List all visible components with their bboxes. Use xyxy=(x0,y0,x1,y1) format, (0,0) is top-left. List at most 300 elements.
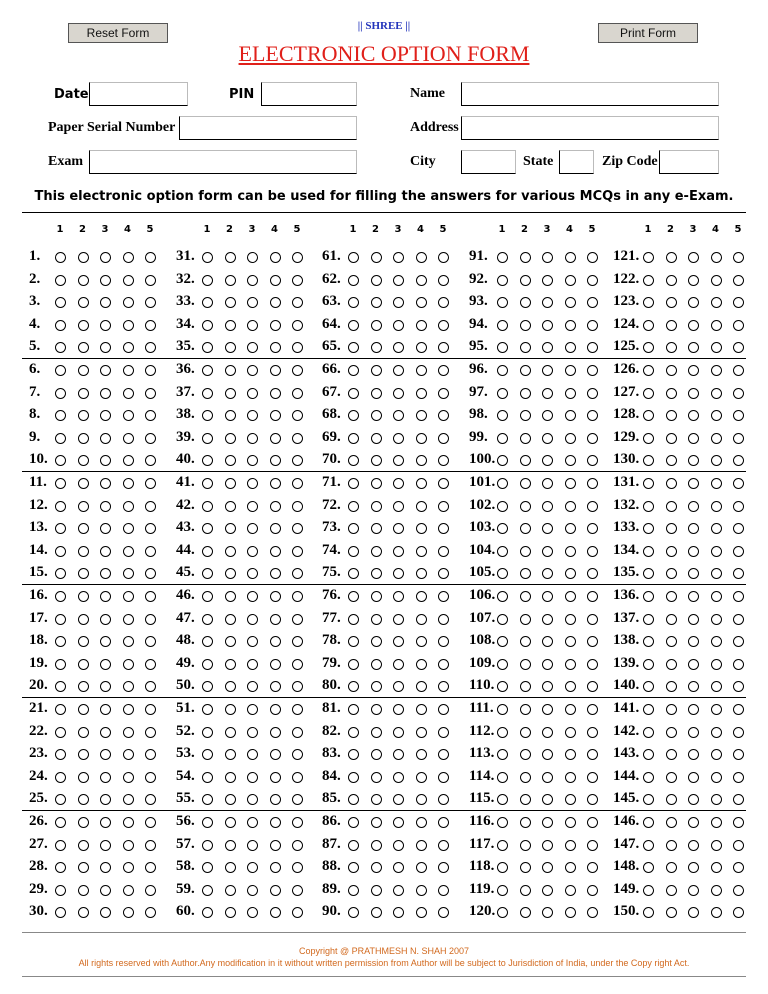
answer-option-radio[interactable] xyxy=(348,727,359,738)
answer-option-radio[interactable] xyxy=(100,275,111,286)
answer-option-radio[interactable] xyxy=(202,365,213,376)
answer-option-radio[interactable] xyxy=(247,749,258,760)
answer-option-radio[interactable] xyxy=(587,704,598,715)
answer-option-radio[interactable] xyxy=(292,297,303,308)
answer-option-radio[interactable] xyxy=(100,501,111,512)
answer-option-radio[interactable] xyxy=(438,817,449,828)
answer-option-radio[interactable] xyxy=(497,501,508,512)
answer-option-radio[interactable] xyxy=(202,455,213,466)
answer-option-radio[interactable] xyxy=(348,365,359,376)
answer-option-radio[interactable] xyxy=(393,907,404,918)
answer-option-radio[interactable] xyxy=(688,320,699,331)
answer-option-radio[interactable] xyxy=(270,410,281,421)
answer-option-radio[interactable] xyxy=(145,410,156,421)
answer-option-radio[interactable] xyxy=(643,614,654,625)
answer-option-radio[interactable] xyxy=(145,455,156,466)
answer-option-radio[interactable] xyxy=(666,433,677,444)
answer-option-radio[interactable] xyxy=(100,455,111,466)
answer-option-radio[interactable] xyxy=(542,636,553,647)
answer-option-radio[interactable] xyxy=(643,817,654,828)
answer-option-radio[interactable] xyxy=(123,365,134,376)
answer-option-radio[interactable] xyxy=(371,275,382,286)
answer-option-radio[interactable] xyxy=(78,546,89,557)
answer-option-radio[interactable] xyxy=(247,455,258,466)
answer-option-radio[interactable] xyxy=(520,455,531,466)
answer-option-radio[interactable] xyxy=(688,704,699,715)
answer-option-radio[interactable] xyxy=(292,659,303,670)
answer-option-radio[interactable] xyxy=(565,388,576,399)
answer-option-radio[interactable] xyxy=(247,862,258,873)
answer-option-radio[interactable] xyxy=(100,320,111,331)
answer-option-radio[interactable] xyxy=(438,907,449,918)
answer-option-radio[interactable] xyxy=(438,388,449,399)
answer-option-radio[interactable] xyxy=(145,275,156,286)
answer-option-radio[interactable] xyxy=(145,749,156,760)
answer-option-radio[interactable] xyxy=(270,636,281,647)
answer-option-radio[interactable] xyxy=(348,862,359,873)
answer-option-radio[interactable] xyxy=(711,568,722,579)
city-field[interactable] xyxy=(461,150,516,174)
answer-option-radio[interactable] xyxy=(78,410,89,421)
answer-option-radio[interactable] xyxy=(100,591,111,602)
answer-option-radio[interactable] xyxy=(393,365,404,376)
answer-option-radio[interactable] xyxy=(438,433,449,444)
print-form-button[interactable]: Print Form xyxy=(598,23,698,43)
answer-option-radio[interactable] xyxy=(292,681,303,692)
answer-option-radio[interactable] xyxy=(438,862,449,873)
answer-option-radio[interactable] xyxy=(292,252,303,263)
answer-option-radio[interactable] xyxy=(225,727,236,738)
answer-option-radio[interactable] xyxy=(145,772,156,783)
answer-option-radio[interactable] xyxy=(438,342,449,353)
answer-option-radio[interactable] xyxy=(497,614,508,625)
answer-option-radio[interactable] xyxy=(542,794,553,805)
answer-option-radio[interactable] xyxy=(520,794,531,805)
answer-option-radio[interactable] xyxy=(688,614,699,625)
answer-option-radio[interactable] xyxy=(520,749,531,760)
answer-option-radio[interactable] xyxy=(55,749,66,760)
answer-option-radio[interactable] xyxy=(438,478,449,489)
answer-option-radio[interactable] xyxy=(643,501,654,512)
answer-option-radio[interactable] xyxy=(202,275,213,286)
answer-option-radio[interactable] xyxy=(688,365,699,376)
answer-option-radio[interactable] xyxy=(416,410,427,421)
answer-option-radio[interactable] xyxy=(270,749,281,760)
answer-option-radio[interactable] xyxy=(711,365,722,376)
answer-option-radio[interactable] xyxy=(666,772,677,783)
answer-option-radio[interactable] xyxy=(520,388,531,399)
answer-option-radio[interactable] xyxy=(542,275,553,286)
answer-option-radio[interactable] xyxy=(416,388,427,399)
answer-option-radio[interactable] xyxy=(123,681,134,692)
answer-option-radio[interactable] xyxy=(542,546,553,557)
answer-option-radio[interactable] xyxy=(688,591,699,602)
answer-option-radio[interactable] xyxy=(100,388,111,399)
answer-option-radio[interactable] xyxy=(688,297,699,308)
answer-option-radio[interactable] xyxy=(202,591,213,602)
answer-option-radio[interactable] xyxy=(393,659,404,670)
answer-option-radio[interactable] xyxy=(393,704,404,715)
answer-option-radio[interactable] xyxy=(123,659,134,670)
answer-option-radio[interactable] xyxy=(497,252,508,263)
answer-option-radio[interactable] xyxy=(123,546,134,557)
answer-option-radio[interactable] xyxy=(348,636,359,647)
answer-option-radio[interactable] xyxy=(688,523,699,534)
answer-option-radio[interactable] xyxy=(393,252,404,263)
answer-option-radio[interactable] xyxy=(416,501,427,512)
answer-option-radio[interactable] xyxy=(393,320,404,331)
answer-option-radio[interactable] xyxy=(666,455,677,466)
answer-option-radio[interactable] xyxy=(270,681,281,692)
answer-option-radio[interactable] xyxy=(416,275,427,286)
answer-option-radio[interactable] xyxy=(202,433,213,444)
answer-option-radio[interactable] xyxy=(78,772,89,783)
answer-option-radio[interactable] xyxy=(520,297,531,308)
answer-option-radio[interactable] xyxy=(202,342,213,353)
answer-option-radio[interactable] xyxy=(416,320,427,331)
answer-option-radio[interactable] xyxy=(643,523,654,534)
answer-option-radio[interactable] xyxy=(225,794,236,805)
answer-option-radio[interactable] xyxy=(371,659,382,670)
answer-option-radio[interactable] xyxy=(688,681,699,692)
answer-option-radio[interactable] xyxy=(78,794,89,805)
answer-option-radio[interactable] xyxy=(416,523,427,534)
answer-option-radio[interactable] xyxy=(270,320,281,331)
answer-option-radio[interactable] xyxy=(688,478,699,489)
answer-option-radio[interactable] xyxy=(145,523,156,534)
answer-option-radio[interactable] xyxy=(688,501,699,512)
answer-option-radio[interactable] xyxy=(55,275,66,286)
answer-option-radio[interactable] xyxy=(733,546,744,557)
answer-option-radio[interactable] xyxy=(393,681,404,692)
answer-option-radio[interactable] xyxy=(497,433,508,444)
answer-option-radio[interactable] xyxy=(100,636,111,647)
answer-option-radio[interactable] xyxy=(100,749,111,760)
answer-option-radio[interactable] xyxy=(270,817,281,828)
answer-option-radio[interactable] xyxy=(247,907,258,918)
answer-option-radio[interactable] xyxy=(55,523,66,534)
answer-option-radio[interactable] xyxy=(225,772,236,783)
answer-option-radio[interactable] xyxy=(733,365,744,376)
answer-option-radio[interactable] xyxy=(643,388,654,399)
answer-option-radio[interactable] xyxy=(123,433,134,444)
answer-option-radio[interactable] xyxy=(666,681,677,692)
answer-option-radio[interactable] xyxy=(416,727,427,738)
answer-option-radio[interactable] xyxy=(711,636,722,647)
answer-option-radio[interactable] xyxy=(688,455,699,466)
answer-option-radio[interactable] xyxy=(225,523,236,534)
answer-option-radio[interactable] xyxy=(643,727,654,738)
answer-option-radio[interactable] xyxy=(542,252,553,263)
answer-option-radio[interactable] xyxy=(587,433,598,444)
answer-option-radio[interactable] xyxy=(643,275,654,286)
answer-option-radio[interactable] xyxy=(643,478,654,489)
answer-option-radio[interactable] xyxy=(100,342,111,353)
answer-option-radio[interactable] xyxy=(348,681,359,692)
answer-option-radio[interactable] xyxy=(565,862,576,873)
answer-option-radio[interactable] xyxy=(270,478,281,489)
answer-option-radio[interactable] xyxy=(666,365,677,376)
answer-option-radio[interactable] xyxy=(78,365,89,376)
answer-option-radio[interactable] xyxy=(247,478,258,489)
answer-option-radio[interactable] xyxy=(393,501,404,512)
answer-option-radio[interactable] xyxy=(497,410,508,421)
answer-option-radio[interactable] xyxy=(688,659,699,670)
answer-option-radio[interactable] xyxy=(733,275,744,286)
answer-option-radio[interactable] xyxy=(270,388,281,399)
answer-option-radio[interactable] xyxy=(565,727,576,738)
answer-option-radio[interactable] xyxy=(497,885,508,896)
answer-option-radio[interactable] xyxy=(202,772,213,783)
answer-option-radio[interactable] xyxy=(225,342,236,353)
answer-option-radio[interactable] xyxy=(520,907,531,918)
answer-option-radio[interactable] xyxy=(292,501,303,512)
answer-option-radio[interactable] xyxy=(371,568,382,579)
answer-option-radio[interactable] xyxy=(565,478,576,489)
answer-option-radio[interactable] xyxy=(643,455,654,466)
answer-option-radio[interactable] xyxy=(202,523,213,534)
answer-option-radio[interactable] xyxy=(202,546,213,557)
answer-option-radio[interactable] xyxy=(348,772,359,783)
answer-option-radio[interactable] xyxy=(247,794,258,805)
answer-option-radio[interactable] xyxy=(55,433,66,444)
answer-option-radio[interactable] xyxy=(371,546,382,557)
answer-option-radio[interactable] xyxy=(270,568,281,579)
answer-option-radio[interactable] xyxy=(348,614,359,625)
paper-serial-field[interactable] xyxy=(179,116,357,140)
answer-option-radio[interactable] xyxy=(55,636,66,647)
answer-option-radio[interactable] xyxy=(733,388,744,399)
answer-option-radio[interactable] xyxy=(393,455,404,466)
answer-option-radio[interactable] xyxy=(78,681,89,692)
answer-option-radio[interactable] xyxy=(416,546,427,557)
answer-option-radio[interactable] xyxy=(393,885,404,896)
answer-option-radio[interactable] xyxy=(100,614,111,625)
answer-option-radio[interactable] xyxy=(393,410,404,421)
answer-option-radio[interactable] xyxy=(497,772,508,783)
exam-field[interactable] xyxy=(89,150,357,174)
answer-option-radio[interactable] xyxy=(202,727,213,738)
answer-option-radio[interactable] xyxy=(270,704,281,715)
answer-option-radio[interactable] xyxy=(78,388,89,399)
answer-option-radio[interactable] xyxy=(202,862,213,873)
answer-option-radio[interactable] xyxy=(520,523,531,534)
answer-option-radio[interactable] xyxy=(393,614,404,625)
answer-option-radio[interactable] xyxy=(123,817,134,828)
answer-option-radio[interactable] xyxy=(78,704,89,715)
answer-option-radio[interactable] xyxy=(100,862,111,873)
answer-option-radio[interactable] xyxy=(247,365,258,376)
answer-option-radio[interactable] xyxy=(438,546,449,557)
answer-option-radio[interactable] xyxy=(520,546,531,557)
answer-option-radio[interactable] xyxy=(587,636,598,647)
answer-option-radio[interactable] xyxy=(733,772,744,783)
answer-option-radio[interactable] xyxy=(520,433,531,444)
answer-option-radio[interactable] xyxy=(348,794,359,805)
answer-option-radio[interactable] xyxy=(565,704,576,715)
answer-option-radio[interactable] xyxy=(247,342,258,353)
answer-option-radio[interactable] xyxy=(292,885,303,896)
answer-option-radio[interactable] xyxy=(520,817,531,828)
answer-option-radio[interactable] xyxy=(270,275,281,286)
answer-option-radio[interactable] xyxy=(688,252,699,263)
zip-code-field[interactable] xyxy=(659,150,719,174)
answer-option-radio[interactable] xyxy=(225,862,236,873)
answer-option-radio[interactable] xyxy=(711,275,722,286)
answer-option-radio[interactable] xyxy=(270,772,281,783)
answer-option-radio[interactable] xyxy=(202,252,213,263)
answer-option-radio[interactable] xyxy=(542,862,553,873)
answer-option-radio[interactable] xyxy=(438,681,449,692)
answer-option-radio[interactable] xyxy=(100,297,111,308)
answer-option-radio[interactable] xyxy=(711,410,722,421)
answer-option-radio[interactable] xyxy=(292,523,303,534)
answer-option-radio[interactable] xyxy=(711,749,722,760)
answer-option-radio[interactable] xyxy=(100,727,111,738)
answer-option-radio[interactable] xyxy=(145,636,156,647)
answer-option-radio[interactable] xyxy=(393,727,404,738)
answer-option-radio[interactable] xyxy=(78,342,89,353)
answer-option-radio[interactable] xyxy=(438,591,449,602)
answer-option-radio[interactable] xyxy=(78,252,89,263)
answer-option-radio[interactable] xyxy=(711,794,722,805)
answer-option-radio[interactable] xyxy=(123,388,134,399)
answer-option-radio[interactable] xyxy=(733,501,744,512)
answer-option-radio[interactable] xyxy=(123,297,134,308)
answer-option-radio[interactable] xyxy=(438,501,449,512)
answer-option-radio[interactable] xyxy=(711,546,722,557)
answer-option-radio[interactable] xyxy=(247,591,258,602)
answer-option-radio[interactable] xyxy=(292,478,303,489)
answer-option-radio[interactable] xyxy=(497,568,508,579)
answer-option-radio[interactable] xyxy=(270,365,281,376)
answer-option-radio[interactable] xyxy=(123,885,134,896)
answer-option-radio[interactable] xyxy=(711,727,722,738)
answer-option-radio[interactable] xyxy=(270,862,281,873)
answer-option-radio[interactable] xyxy=(393,297,404,308)
answer-option-radio[interactable] xyxy=(497,297,508,308)
answer-option-radio[interactable] xyxy=(733,659,744,670)
answer-option-radio[interactable] xyxy=(55,455,66,466)
answer-option-radio[interactable] xyxy=(145,862,156,873)
answer-option-radio[interactable] xyxy=(371,501,382,512)
answer-option-radio[interactable] xyxy=(733,636,744,647)
answer-option-radio[interactable] xyxy=(565,659,576,670)
answer-option-radio[interactable] xyxy=(733,907,744,918)
answer-option-radio[interactable] xyxy=(55,817,66,828)
answer-option-radio[interactable] xyxy=(587,297,598,308)
answer-option-radio[interactable] xyxy=(666,297,677,308)
answer-option-radio[interactable] xyxy=(292,275,303,286)
answer-option-radio[interactable] xyxy=(711,320,722,331)
answer-option-radio[interactable] xyxy=(733,523,744,534)
answer-option-radio[interactable] xyxy=(565,614,576,625)
answer-option-radio[interactable] xyxy=(688,342,699,353)
answer-option-radio[interactable] xyxy=(565,794,576,805)
answer-option-radio[interactable] xyxy=(688,636,699,647)
answer-option-radio[interactable] xyxy=(225,365,236,376)
answer-option-radio[interactable] xyxy=(643,433,654,444)
answer-option-radio[interactable] xyxy=(416,568,427,579)
answer-option-radio[interactable] xyxy=(666,275,677,286)
answer-option-radio[interactable] xyxy=(55,862,66,873)
answer-option-radio[interactable] xyxy=(292,817,303,828)
answer-option-radio[interactable] xyxy=(520,591,531,602)
answer-option-radio[interactable] xyxy=(643,772,654,783)
answer-option-radio[interactable] xyxy=(202,704,213,715)
answer-option-radio[interactable] xyxy=(542,772,553,783)
answer-option-radio[interactable] xyxy=(202,885,213,896)
answer-option-radio[interactable] xyxy=(145,907,156,918)
answer-option-radio[interactable] xyxy=(348,478,359,489)
answer-option-radio[interactable] xyxy=(78,817,89,828)
answer-option-radio[interactable] xyxy=(145,568,156,579)
answer-option-radio[interactable] xyxy=(587,275,598,286)
answer-option-radio[interactable] xyxy=(202,840,213,851)
answer-option-radio[interactable] xyxy=(123,501,134,512)
answer-option-radio[interactable] xyxy=(497,727,508,738)
answer-option-radio[interactable] xyxy=(100,681,111,692)
answer-option-radio[interactable] xyxy=(225,501,236,512)
answer-option-radio[interactable] xyxy=(688,568,699,579)
answer-option-radio[interactable] xyxy=(247,410,258,421)
answer-option-radio[interactable] xyxy=(666,840,677,851)
answer-option-radio[interactable] xyxy=(371,614,382,625)
answer-option-radio[interactable] xyxy=(270,523,281,534)
answer-option-radio[interactable] xyxy=(292,907,303,918)
answer-option-radio[interactable] xyxy=(78,501,89,512)
answer-option-radio[interactable] xyxy=(711,907,722,918)
answer-option-radio[interactable] xyxy=(565,591,576,602)
answer-option-radio[interactable] xyxy=(497,388,508,399)
answer-option-radio[interactable] xyxy=(520,862,531,873)
answer-option-radio[interactable] xyxy=(497,591,508,602)
answer-option-radio[interactable] xyxy=(643,659,654,670)
answer-option-radio[interactable] xyxy=(78,659,89,670)
answer-option-radio[interactable] xyxy=(666,568,677,579)
answer-option-radio[interactable] xyxy=(202,794,213,805)
answer-option-radio[interactable] xyxy=(55,840,66,851)
answer-option-radio[interactable] xyxy=(202,410,213,421)
answer-option-radio[interactable] xyxy=(688,817,699,828)
answer-option-radio[interactable] xyxy=(688,907,699,918)
answer-option-radio[interactable] xyxy=(123,275,134,286)
answer-option-radio[interactable] xyxy=(247,275,258,286)
answer-option-radio[interactable] xyxy=(100,659,111,670)
answer-option-radio[interactable] xyxy=(55,546,66,557)
answer-option-radio[interactable] xyxy=(247,885,258,896)
answer-option-radio[interactable] xyxy=(371,636,382,647)
answer-option-radio[interactable] xyxy=(371,749,382,760)
answer-option-radio[interactable] xyxy=(542,523,553,534)
answer-option-radio[interactable] xyxy=(416,433,427,444)
answer-option-radio[interactable] xyxy=(247,523,258,534)
answer-option-radio[interactable] xyxy=(688,275,699,286)
answer-option-radio[interactable] xyxy=(145,614,156,625)
answer-option-radio[interactable] xyxy=(247,501,258,512)
reset-form-button[interactable]: Reset Form xyxy=(68,23,168,43)
answer-option-radio[interactable] xyxy=(733,885,744,896)
answer-option-radio[interactable] xyxy=(565,252,576,263)
answer-option-radio[interactable] xyxy=(55,320,66,331)
answer-option-radio[interactable] xyxy=(438,523,449,534)
answer-option-radio[interactable] xyxy=(100,840,111,851)
answer-option-radio[interactable] xyxy=(270,614,281,625)
answer-option-radio[interactable] xyxy=(225,749,236,760)
answer-option-radio[interactable] xyxy=(371,794,382,805)
answer-option-radio[interactable] xyxy=(55,568,66,579)
answer-option-radio[interactable] xyxy=(225,455,236,466)
